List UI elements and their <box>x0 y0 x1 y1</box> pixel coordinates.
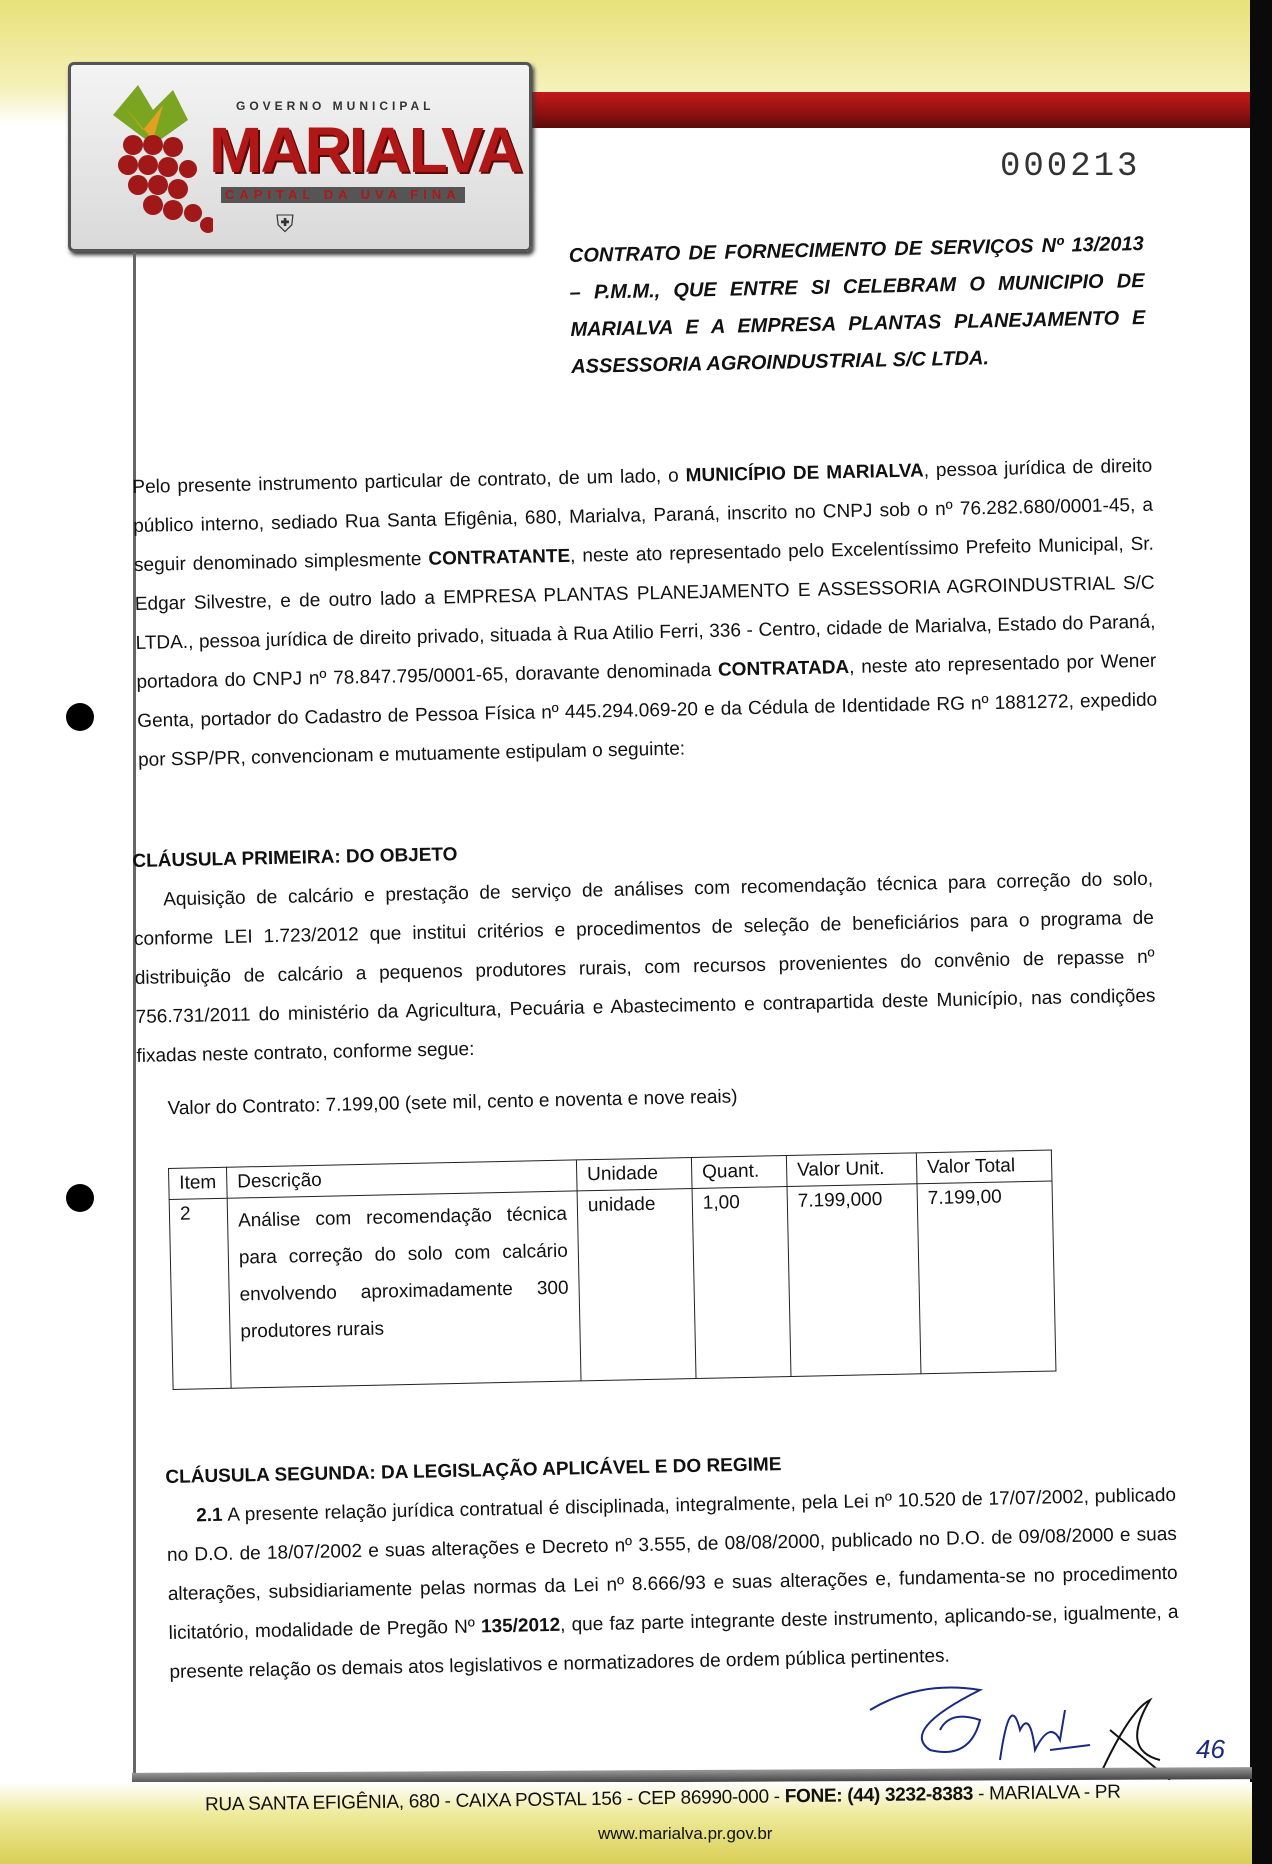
crest-icon: ⛨ <box>276 211 294 238</box>
cell-unit-value: 7.199,000 <box>787 1184 921 1377</box>
logo-gov-label: GOVERNO MUNICIPAL <box>236 99 435 113</box>
logo-brand: MARIALVA <box>209 114 522 186</box>
cell-quantity: 1,00 <box>692 1187 791 1379</box>
intro-paragraph: Pelo presente instrumento particular de contrato, de um lado, o MUNICÍPIO DE MARIALVA, pessoa jurídica de direito público interno, sediado Rua Santa Efigênia, 680, Marialva, Paraná, inscrito no CNPJ sob o nº 76.282.680/0001-45, a seguir denominado simplesmente CONTRATANTE, neste ato representado pelo Excelentíssimo Prefeito Municipal, Sr. Edgar Silvestre, e de outro lado a EMPRESA PLANTAS PLANEJAMENTO E ASSESSORIA AGROINDUSTRIAL S/C LTDA., pessoa jurídica de direito privado, situada à Rua Atilio Ferri, 336 - Centro, cidade de Marialva, Estado do Paraná, portadora do CNPJ nº 78.847.795/0001-65, doravante denominada CONTRATADA, neste ato representado por Wener Genta, portador do Cadastro de Pessoa Física nº 445.294.069-20 e da Cédula de Identidade RG nº 1881272, expedido por SSP/PR, convencionam e mutuamente estipulam o seguinte: <box>132 455 1158 771</box>
page-mark: 46 <box>1196 1734 1225 1764</box>
clause-1 <box>132 821 1158 1129</box>
contract-value: Valor do Contrato: 7.199,00 (sete mil, cento e noventa e nove reais) <box>167 1086 738 1120</box>
footer-website[interactable]: www.marialva.pr.gov.br <box>598 1824 773 1843</box>
items-table <box>168 1149 1056 1389</box>
logo-slogan: CAPITAL DA UVA FINA <box>221 187 465 203</box>
col-total-value: Valor Total <box>916 1150 1052 1184</box>
col-unit-value: Valor Unit. <box>786 1153 917 1187</box>
punch-hole <box>66 1184 94 1212</box>
clause-1-text: Aquisição de calcário e prestação de serviço de análises com recomendação técnica para correção do solo, conforme LEI 1.723/2012 que institui critérios e procedimentos de seleção de beneficiários para o programa de distribuição de calcário a pequenos produtores rurais, com recursos provenientes do convênio de repasse nº 756.731/2011 do ministério da Agricultura, Pecuária e Abastecimento e contrapartida deste Município, nas condições fixadas neste contrato, conforme segue: <box>133 868 1156 1067</box>
col-description: Descrição <box>226 1160 577 1198</box>
header-red-stripe <box>530 92 1252 128</box>
document-number: 000213 <box>1000 148 1141 186</box>
contract-title: CONTRATO DE FORNECIMENTO DE SERVIÇOS Nº 13/2013 – P.M.M., QUE ENTRE SI CELEBRAM O MUNICIPIO DE MARIALVA E A EMPRESA PLANTAS PLANEJAMENTO E ASSESSORIA AGROINDUSTRIAL S/C LTDA. <box>568 232 1146 379</box>
cell-description: Análise com recomendação técnica para correção do solo com calcário envolvendo aproximadamente 300 produtores rurais <box>227 1191 581 1388</box>
table-row <box>169 1181 1056 1389</box>
signatures <box>860 1670 1240 1780</box>
cell-item: 2 <box>169 1198 231 1389</box>
col-item: Item <box>169 1167 228 1199</box>
footer-address: RUA SANTA EFIGÊNIA, 680 - CAIXA POSTAL 156 - CEP 86990-000 - FONE: (44) 3232-8383 - MARIALVA - PR <box>204 1781 1121 1816</box>
grapes-icon <box>93 85 213 235</box>
clause-1-heading: CLÁUSULA PRIMEIRA: DO OBJETO <box>132 844 458 872</box>
clause-2: CLÁUSULA SEGUNDA: DA LEGISLAÇÃO APLICÁVEL E DO REGIME 2.1 A presente relação jurídica contratual é disciplinada, integralmente, pela Lei nº 10.520 de 17/07/2002, publicado no D.O. de 18/07/2002 e suas alterações e Decreto nº 3.555, de 08/08/2000, publicado no D.O. de 09/08/2000 e suas alterações, subsidiariamente pelas normas da Lei nº 8.666/93 e suas alterações e, fundamenta-se no procedimento licitatório, modalidade de Pregão Nº 135/2012, que faz parte integrante deste instrumento, aplicando-se, igualmente, a presente relação os demais atos legislativos e normatizadores de ordem pública pertinentes. <box>165 1437 1180 1692</box>
col-unit: Unidade <box>576 1158 692 1191</box>
punch-hole <box>66 703 94 731</box>
marialva-logo <box>68 62 532 252</box>
clause-2-heading: CLÁUSULA SEGUNDA: DA LEGISLAÇÃO APLICÁVEL E DO REGIME <box>165 1454 782 1488</box>
scan-edge <box>1250 0 1272 1864</box>
cell-total-value: 7.199,00 <box>917 1181 1056 1374</box>
col-quantity: Quant. <box>691 1156 787 1189</box>
cell-unit: unidade <box>577 1189 696 1381</box>
